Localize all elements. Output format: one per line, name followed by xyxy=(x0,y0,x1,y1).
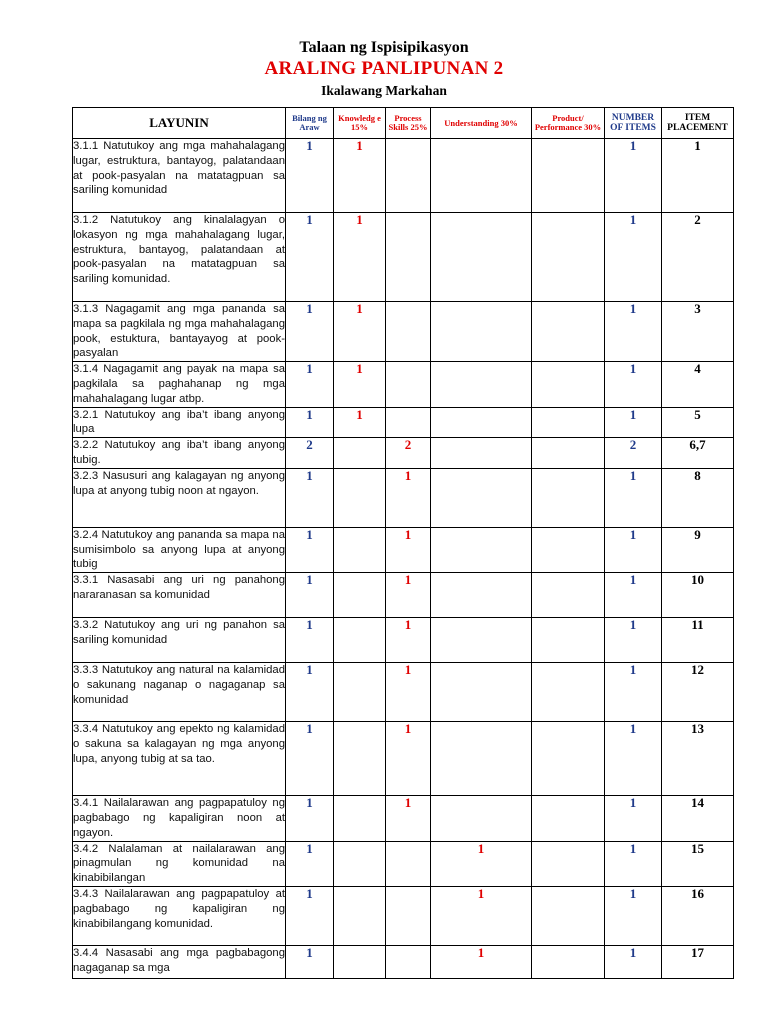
cell-knowledge xyxy=(334,796,386,841)
cell-product xyxy=(532,886,605,945)
table-row xyxy=(73,796,734,841)
table-row xyxy=(73,886,734,945)
cell-knowledge xyxy=(334,573,386,618)
cell-number-of-items: 1 xyxy=(605,527,662,572)
cell-process: 1 xyxy=(386,618,431,663)
cell-item-placement: 2 xyxy=(662,213,734,302)
col-header-understanding: Understanding 30% xyxy=(431,108,532,139)
cell-layunin: 3.1.4 Nagagamit ang payak na mapa sa pagkilala sa paghahanap ng mga mahahalagang lugar atbp. xyxy=(73,362,286,407)
table-row xyxy=(73,407,734,438)
table-row xyxy=(73,618,734,663)
cell-process: 1 xyxy=(386,573,431,618)
cell-product xyxy=(532,527,605,572)
table-row xyxy=(73,945,734,978)
cell-layunin: 3.4.4 Nasasabi ang mga pagbabagong nagaganap sa mga xyxy=(73,945,286,978)
cell-understanding xyxy=(431,527,532,572)
cell-layunin: 3.4.2 Nalalaman at nailalarawan ang pinagmulan ng komunidad na kinabibilangan xyxy=(73,841,286,886)
subject-title: ARALING PANLIPUNAN 2 xyxy=(264,58,504,79)
cell-product xyxy=(532,722,605,796)
cell-knowledge xyxy=(334,841,386,886)
cell-number-of-items: 1 xyxy=(605,468,662,527)
cell-bilang: 2 xyxy=(286,438,334,469)
cell-understanding xyxy=(431,468,532,527)
cell-process: 1 xyxy=(386,663,431,722)
cell-process: 2 xyxy=(386,438,431,469)
cell-product xyxy=(532,407,605,438)
cell-layunin: 3.1.2 Natutukoy ang kinalalagyan o lokasyon ng mga mahahalagang lugar, estruktura, bantayog, palatandaan at pook-pasyalan na matatagpuan sa sariling komunidad. xyxy=(73,213,286,302)
col-header-layunin: LAYUNIN xyxy=(73,108,286,139)
cell-number-of-items: 1 xyxy=(605,886,662,945)
cell-knowledge xyxy=(334,886,386,945)
cell-knowledge xyxy=(334,438,386,469)
col-header-item-placement: ITEM PLACEMENT xyxy=(662,108,734,139)
document-title: Talaan ng Ispisipikasyon xyxy=(299,39,469,56)
document-header xyxy=(0,38,768,101)
cell-item-placement: 11 xyxy=(662,618,734,663)
cell-process: 1 xyxy=(386,722,431,796)
cell-understanding: 1 xyxy=(431,886,532,945)
quarter-title: Ikalawang Markahan xyxy=(321,83,447,98)
cell-bilang: 1 xyxy=(286,886,334,945)
cell-bilang: 1 xyxy=(286,722,334,796)
cell-item-placement: 9 xyxy=(662,527,734,572)
cell-process xyxy=(386,886,431,945)
cell-layunin: 3.2.4 Natutukoy ang pananda sa mapa na sumisimbolo sa anyong lupa at anyong tubig xyxy=(73,527,286,572)
cell-number-of-items: 1 xyxy=(605,618,662,663)
cell-number-of-items: 1 xyxy=(605,407,662,438)
table-row xyxy=(73,468,734,527)
cell-item-placement: 13 xyxy=(662,722,734,796)
cell-item-placement: 12 xyxy=(662,663,734,722)
col-header-process: Process Skills 25% xyxy=(386,108,431,139)
cell-process: 1 xyxy=(386,527,431,572)
cell-process xyxy=(386,139,431,213)
cell-process xyxy=(386,213,431,302)
cell-layunin: 3.3.3 Natutukoy ang natural na kalamidad o sakunang naganap o nagaganap sa komunidad xyxy=(73,663,286,722)
table-row xyxy=(73,139,734,213)
cell-process xyxy=(386,945,431,978)
cell-layunin: 3.3.1 Nasasabi ang uri ng panahong nararanasan sa komunidad xyxy=(73,573,286,618)
cell-item-placement: 3 xyxy=(662,302,734,362)
cell-bilang: 1 xyxy=(286,796,334,841)
cell-item-placement: 16 xyxy=(662,886,734,945)
cell-layunin: 3.1.3 Nagagamit ang mga pananda sa mapa sa pagkilala ng mga mahahalagang pook, estuktura, bantayayog at pook-pasyalan xyxy=(73,302,286,362)
cell-bilang: 1 xyxy=(286,663,334,722)
cell-understanding xyxy=(431,213,532,302)
cell-number-of-items: 1 xyxy=(605,796,662,841)
cell-item-placement: 10 xyxy=(662,573,734,618)
cell-bilang: 1 xyxy=(286,213,334,302)
cell-number-of-items: 2 xyxy=(605,438,662,469)
table-row xyxy=(73,362,734,407)
cell-understanding xyxy=(431,663,532,722)
cell-bilang: 1 xyxy=(286,407,334,438)
table-row xyxy=(73,841,734,886)
cell-process xyxy=(386,362,431,407)
table-row xyxy=(73,438,734,469)
cell-number-of-items: 1 xyxy=(605,722,662,796)
cell-bilang: 1 xyxy=(286,468,334,527)
cell-number-of-items: 1 xyxy=(605,945,662,978)
cell-knowledge xyxy=(334,618,386,663)
cell-product xyxy=(532,945,605,978)
cell-process xyxy=(386,302,431,362)
cell-knowledge xyxy=(334,468,386,527)
cell-bilang: 1 xyxy=(286,362,334,407)
table-body xyxy=(73,139,734,979)
cell-number-of-items: 1 xyxy=(605,841,662,886)
cell-knowledge: 1 xyxy=(334,362,386,407)
cell-knowledge: 1 xyxy=(334,139,386,213)
cell-bilang: 1 xyxy=(286,302,334,362)
specification-table xyxy=(72,107,734,979)
cell-bilang: 1 xyxy=(286,573,334,618)
cell-layunin: 3.4.1 Nailalarawan ang pagpapatuloy ng pagbabago ng kapaligiran noon at ngayon. xyxy=(73,796,286,841)
cell-item-placement: 5 xyxy=(662,407,734,438)
cell-bilang: 1 xyxy=(286,945,334,978)
cell-understanding xyxy=(431,796,532,841)
table-header-row xyxy=(73,108,734,139)
table-row xyxy=(73,213,734,302)
col-header-knowledge: Knowledg e 15% xyxy=(334,108,386,139)
cell-item-placement: 1 xyxy=(662,139,734,213)
cell-understanding xyxy=(431,139,532,213)
cell-product xyxy=(532,618,605,663)
table-row xyxy=(73,527,734,572)
cell-number-of-items: 1 xyxy=(605,573,662,618)
cell-layunin: 3.2.3 Nasusuri ang kalagayan ng anyong lupa at anyong tubig noon at ngayon. xyxy=(73,468,286,527)
cell-item-placement: 17 xyxy=(662,945,734,978)
cell-item-placement: 6,7 xyxy=(662,438,734,469)
cell-number-of-items: 1 xyxy=(605,663,662,722)
cell-bilang: 1 xyxy=(286,618,334,663)
cell-process: 1 xyxy=(386,468,431,527)
cell-understanding xyxy=(431,362,532,407)
cell-product xyxy=(532,796,605,841)
cell-layunin: 3.2.1 Natutukoy ang iba’t ibang anyong lupa xyxy=(73,407,286,438)
table-row xyxy=(73,722,734,796)
col-header-product: Product/ Performance 30% xyxy=(532,108,605,139)
cell-layunin: 3.2.2 Natutukoy ang iba’t ibang anyong tubig. xyxy=(73,438,286,469)
table-row xyxy=(73,663,734,722)
cell-knowledge xyxy=(334,663,386,722)
cell-bilang: 1 xyxy=(286,139,334,213)
cell-item-placement: 8 xyxy=(662,468,734,527)
cell-number-of-items: 1 xyxy=(605,213,662,302)
cell-product xyxy=(532,663,605,722)
col-header-number-of-items: NUMBER OF ITEMS xyxy=(605,108,662,139)
table-row xyxy=(73,302,734,362)
col-header-bilang: Bilang ng Araw xyxy=(286,108,334,139)
cell-understanding xyxy=(431,573,532,618)
cell-item-placement: 14 xyxy=(662,796,734,841)
cell-understanding xyxy=(431,618,532,663)
cell-layunin: 3.4.3 Nailalarawan ang pagpapatuloy at pagbabago ng kapaligiran ng kinabibilangang komunidad. xyxy=(73,886,286,945)
cell-process: 1 xyxy=(386,796,431,841)
cell-product xyxy=(532,841,605,886)
cell-item-placement: 4 xyxy=(662,362,734,407)
cell-knowledge xyxy=(334,722,386,796)
cell-bilang: 1 xyxy=(286,841,334,886)
cell-product xyxy=(532,362,605,407)
table-row xyxy=(73,573,734,618)
cell-product xyxy=(532,302,605,362)
cell-understanding xyxy=(431,722,532,796)
cell-product xyxy=(532,573,605,618)
cell-number-of-items: 1 xyxy=(605,362,662,407)
cell-understanding: 1 xyxy=(431,945,532,978)
cell-product xyxy=(532,468,605,527)
cell-product xyxy=(532,213,605,302)
cell-number-of-items: 1 xyxy=(605,139,662,213)
cell-bilang: 1 xyxy=(286,527,334,572)
cell-process xyxy=(386,841,431,886)
cell-number-of-items: 1 xyxy=(605,302,662,362)
cell-layunin: 3.1.1 Natutukoy ang mga mahahalagang lugar, estruktura, bantayog, palatandaan at pook-pasyalan na matatagpuan sa sariling komunidad xyxy=(73,139,286,213)
cell-product xyxy=(532,139,605,213)
cell-knowledge xyxy=(334,945,386,978)
cell-layunin: 3.3.2 Natutukoy ang uri ng panahon sa sariling komunidad xyxy=(73,618,286,663)
cell-layunin: 3.3.4 Natutukoy ang epekto ng kalamidad o sakuna sa kalagayan ng mga anyong lupa, anyong tubig at sa tao. xyxy=(73,722,286,796)
cell-process xyxy=(386,407,431,438)
cell-knowledge: 1 xyxy=(334,213,386,302)
cell-understanding xyxy=(431,407,532,438)
cell-knowledge xyxy=(334,527,386,572)
cell-understanding: 1 xyxy=(431,841,532,886)
cell-product xyxy=(532,438,605,469)
cell-item-placement: 15 xyxy=(662,841,734,886)
cell-knowledge: 1 xyxy=(334,302,386,362)
cell-understanding xyxy=(431,302,532,362)
cell-understanding xyxy=(431,438,532,469)
cell-knowledge: 1 xyxy=(334,407,386,438)
